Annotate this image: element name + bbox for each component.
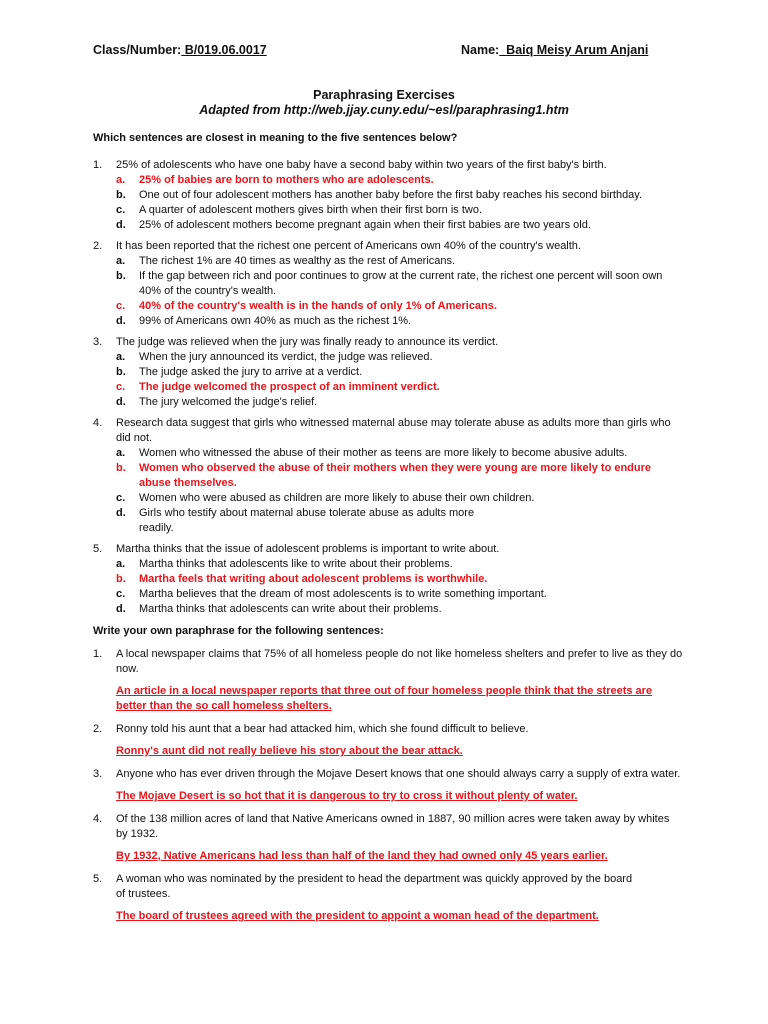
option-letter: d. [116, 603, 126, 615]
option-text: Women who witnessed the abuse of their mother as teens are more likely to become abusive adults. [139, 447, 628, 459]
option-letter: b. [116, 573, 126, 585]
option-text-correct: Martha feels that writing about adolescent problems is worthwhile. [139, 573, 488, 585]
item-number: 2. [93, 723, 103, 735]
option-text: Martha believes that the dream of most adolescents is to write something important. [139, 588, 547, 600]
option-letter: a. [116, 174, 126, 186]
option-letter: c. [116, 588, 126, 600]
item-number: 4. [93, 813, 103, 825]
option-letter: d. [116, 507, 126, 519]
question-number: 3. [93, 336, 103, 348]
option-text: The judge asked the jury to arrive at a verdict. [139, 366, 363, 378]
header [93, 43, 688, 61]
question-number: 1. [93, 159, 103, 171]
option-letter: b. [116, 270, 126, 282]
paraphrase-item [93, 812, 683, 864]
option-letter: b. [116, 366, 126, 378]
class-value: B/019.06.0017 [181, 43, 267, 57]
question-text: Martha thinks that the issue of adolescent problems is important to write about. [116, 543, 500, 555]
option-text-correct: 40% of the country's wealth is in the hands of only 1% of Americans. [139, 300, 497, 312]
paraphrase-answer: Ronny's aunt did not really believe his story about the bear attack. [116, 745, 463, 757]
item-number: 5. [93, 873, 103, 885]
question-text: Research data suggest that girls who witnessed maternal abuse may tolerate abuse as adults more than girls who did not. [116, 417, 671, 444]
question [93, 416, 683, 536]
option-text: The richest 1% are 40 times as wealthy as the rest of Americans. [139, 255, 456, 267]
option-letter: a. [116, 351, 126, 363]
option-letter: c. [116, 492, 126, 504]
option-text-correct: 25% of babies are born to mothers who are adolescents. [139, 174, 434, 186]
option-letter: d. [116, 219, 126, 231]
option-letter: b. [116, 189, 126, 201]
part2-instruction: Write your own paraphrase for the following sentences: [93, 625, 384, 637]
name-value: Baiq Meisy Arum Anjani [499, 43, 649, 57]
option-letter: a. [116, 255, 126, 267]
question [93, 335, 683, 410]
option-text: Martha thinks that adolescents like to write about their problems. [139, 558, 453, 570]
question-text: It has been reported that the richest one percent of Americans own 40% of the country's wealth. [116, 240, 581, 252]
question-number: 5. [93, 543, 103, 555]
option-text: Women who were abused as children are more likely to abuse their own children. [139, 492, 535, 504]
option-letter: a. [116, 558, 126, 570]
item-text: A woman who was nominated by the president to head the department was quickly approved by the board of trustees. [116, 873, 633, 900]
question-text: The judge was relieved when the jury was finally ready to announce its verdict. [116, 336, 499, 348]
paraphrase-item [93, 647, 683, 714]
option-letter: b. [116, 462, 126, 474]
name-label: Name: [461, 43, 500, 57]
item-number: 1. [93, 648, 103, 660]
content [93, 131, 683, 924]
option-letter: c. [116, 300, 126, 312]
page-subtitle: Adapted from http://web.jjay.cuny.edu/~esl/paraphrasing1.htm [199, 103, 569, 117]
question-number: 2. [93, 240, 103, 252]
paraphrase-answer: The board of trustees agreed with the president to appoint a woman head of the department. [116, 910, 599, 922]
paraphrase-item [93, 722, 683, 759]
option-text: 25% of adolescent mothers become pregnant again when their first babies are two years old. [139, 219, 591, 231]
paraphrase-item [93, 872, 683, 924]
question [93, 158, 683, 233]
option-text: A quarter of adolescent mothers gives birth when their first born is two. [139, 204, 482, 216]
option-letter: a. [116, 447, 126, 459]
page-title: Paraphrasing Exercises [313, 88, 455, 102]
student-name [461, 43, 648, 57]
class-number [93, 43, 267, 57]
paraphrase-answer: The Mojave Desert is so hot that it is dangerous to try to cross it without plenty of water. [116, 790, 578, 802]
option-text: Girls who testify about maternal abuse tolerate abuse as adults more readily. [139, 507, 475, 534]
class-label: Class/Number: [93, 43, 182, 57]
item-text: Anyone who has ever driven through the Mojave Desert knows that one should always carry a supply of extra water. [116, 768, 681, 780]
option-text: Martha thinks that adolescents can write about their problems. [139, 603, 442, 615]
item-text: Ronny told his aunt that a bear had attacked him, which she found difficult to believe. [116, 723, 529, 735]
item-number: 3. [93, 768, 103, 780]
option-letter: d. [116, 315, 126, 327]
question-number: 4. [93, 417, 103, 429]
option-text: The jury welcomed the judge's relief. [139, 396, 318, 408]
option-text-correct: Women who observed the abuse of their mothers when they were young are more likely to endure abuse themselves. [139, 462, 652, 489]
option-text: If the gap between rich and poor continues to grow at the current rate, the richest one percent will soon own 40% of the country's wealth. [139, 270, 663, 297]
question [93, 239, 683, 329]
option-text: One out of four adolescent mothers has another baby before the first baby reaches his second birthday. [139, 189, 643, 201]
option-letter: c. [116, 204, 126, 216]
question [93, 542, 683, 617]
part1-instruction: Which sentences are closest in meaning to the five sentences below? [93, 132, 458, 144]
item-text: A local newspaper claims that 75% of all homeless people do not like homeless shelters and prefer to live as they do now. [116, 648, 683, 675]
option-letter: d. [116, 396, 126, 408]
question-text: 25% of adolescents who have one baby have a second baby within two years of the first baby's birth. [116, 159, 607, 171]
paraphrase-answer: An article in a local newspaper reports that three out of four homeless people think that the streets are better than the so call homeless shelters. [116, 685, 653, 712]
option-text: When the jury announced its verdict, the judge was relieved. [139, 351, 433, 363]
paraphrase-answer: By 1932, Native Americans had less than half of the land they had owned only 45 years earlier. [116, 850, 608, 862]
option-text: 99% of Americans own 40% as much as the richest 1%. [139, 315, 412, 327]
option-letter: c. [116, 381, 126, 393]
paraphrase-item [93, 767, 683, 804]
item-text: Of the 138 million acres of land that Native Americans owned in 1887, 90 million acres were taken away by whites by 1932. [116, 813, 670, 840]
option-text-correct: The judge welcomed the prospect of an imminent verdict. [139, 381, 440, 393]
